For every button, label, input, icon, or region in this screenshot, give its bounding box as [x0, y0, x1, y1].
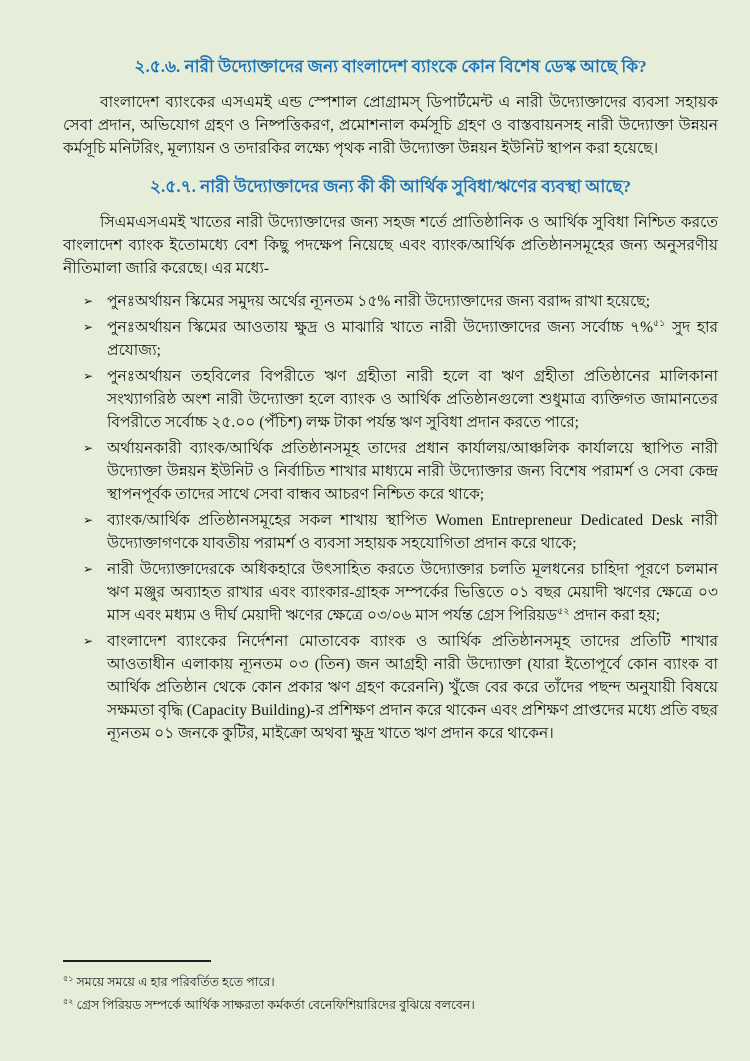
bullet-text	[107, 509, 718, 555]
arrow-bullet-icon: ➢	[83, 634, 94, 648]
arrow-bullet-icon: ➢	[83, 562, 94, 576]
bullet-text	[107, 630, 718, 745]
footnote-ref-51: ৫১	[652, 317, 666, 329]
bullet-item	[63, 509, 718, 555]
arrow-bullet-icon: ➢	[83, 513, 94, 527]
bullet-text-main: ব্যাংক/আর্থিক প্রতিষ্ঠানসমূহের সকল শাখায় স্থাপিত Women Entrepreneur Dedicated Desk নারী উদ্যোক্তাগণকে যাবতীয় পরামর্শ ও ব্যবসা সহায়ক সহযোগিতা প্রদান করে থাকে;	[107, 512, 718, 552]
footnote-separator-rule	[63, 960, 211, 962]
bullet-text-main: পুনঃঅর্থায়ন তহবিলের বিপরীতে ঋণ গ্রহীতা নারী হলে বা ঋণ গ্রহীতা প্রতিষ্ঠানের মালিকানা সংখ্যাগরিষ্ঠ অংশ নারী উদ্যোক্তা হলে ব্যাংক ও আর্থিক প্রতিষ্ঠানগুলো শুধুমাত্র ব্যক্তিগত জামানতের বিপরীতে সর্বোচ্চ ২৫.০০ (পঁচিশ) লক্ষ টাকা পর্যন্ত ঋণ সুবিধা প্রদান করতে পারে;	[107, 368, 718, 431]
arrow-bullet-icon: ➢	[83, 294, 94, 308]
benefits-bullet-list	[63, 290, 718, 745]
bullet-item	[63, 558, 718, 627]
footnotes-block	[63, 960, 710, 1015]
arrow-bullet-icon: ➢	[83, 369, 94, 383]
bullet-text	[107, 558, 718, 627]
footnote-marker-52: ৫২	[63, 997, 74, 1007]
bullet-text-tail: প্রদান করা হয়;	[569, 607, 661, 624]
bullet-text	[107, 290, 718, 313]
bullet-text	[107, 365, 718, 434]
bullet-text-tail: সুদ হার প্রযোজ্য;	[107, 319, 719, 359]
arrow-bullet-icon: ➢	[83, 441, 94, 455]
section-2-5-6-paragraph: বাংলাদেশ ব্যাংকের এসএমই এন্ড স্পেশাল প্রোগ্রামস্ ডিপার্টমেন্ট এ নারী উদ্যোক্তাদের ব্যবসা সহায়ক সেবা প্রদান, অভিযোগ গ্রহণ ও নিষ্পত্তিকরণ, প্রমোশনাল কর্মসূচি গ্রহণ ও বাস্তবায়নসহ নারী উদ্যোক্তা উন্নয়ন কর্মসূচি মনিটরিং, মূল্যায়ন ও তদারকির লক্ষ্যে পৃথক নারী উদ্যোক্তা উন্নয়ন ইউনিট স্থাপন করা হয়েছে।	[63, 94, 718, 157]
bullet-text	[107, 437, 718, 506]
footnote-text: গ্রেস পিরিয়ড সম্পর্কে আর্থিক সাক্ষরতা কর্মকর্তা বেনেফিশিয়ারিদের বুঝিয়ে বলবেন।	[76, 998, 475, 1013]
bullet-text-main: নারী উদ্যোক্তাদেরকে অধিকহারে উৎসাহিত করতে উদ্যোক্তার চলতি মূলধনের চাহিদা পূরণে চলমান ঋণ মঞ্জুর অব্যাহত রাখার এবং ব্যাংকার-গ্রাহক সম্পর্কের ভিত্তিতে ০১ বছর মেয়াদী ঋণের ক্ষেত্রে ০৩ মাস এবং মধ্যম ও দীর্ঘ মেয়াদী ঋণের ক্ষেত্রে ০৩/০৬ মাস পর্যন্ত গ্রেস পিরিয়ড	[107, 561, 718, 624]
footnote-item-52	[63, 992, 710, 1015]
section-2-5-7-paragraph: সিএমএসএমই খাতের নারী উদ্যোক্তাদের জন্য সহজ শর্তে প্রাতিষ্ঠানিক ও আর্থিক সুবিধা নিশ্চিত করতে বাংলাদেশ ব্যাংক ইতোমধ্যে বেশ কিছু পদক্ষেপ নিয়েছে এবং ব্যাংক/আর্থিক প্রতিষ্ঠানসমূহের জন্য অনুসরণীয় নীতিমালা জারি করেছে। এর মধ্যে-	[63, 214, 718, 277]
footnote-item-51	[63, 969, 710, 992]
bullet-text-main: বাংলাদেশ ব্যাংকের নির্দেশনা মোতাবেক ব্যাংক ও আর্থিক প্রতিষ্ঠানসমূহ তাদের প্রতিটি শাখার আওতাধীন এলাকায় ন্যূনতম ০৩ (তিন) জন আগ্রহী নারী উদ্যোক্তা (যারা ইতোপূর্বে কোন ব্যাংক বা আর্থিক প্রতিষ্ঠান থেকে কোন প্রকার ঋণ গ্রহণ করেননি) খুঁজে বের করে তাঁদের পছন্দ অনুযায়ী বিষয়ে সক্ষমতা বৃদ্ধি (Capacity Building)-র প্রশিক্ষণ প্রদান করে থাকেন এবং প্রশিক্ষণ প্রাপ্তদের মধ্যে প্রতি বছর ন্যূনতম ০১ জনকে কুটির, মাইক্রো অথবা ক্ষুদ্র খাতে ঋণ প্রদান করে থাকেন।	[107, 633, 718, 742]
bullet-text-main: পুনঃঅর্থায়ন স্কিমের সমুদয় অর্থের ন্যূনতম ১৫% নারী উদ্যোক্তাদের জন্য বরাদ্দ রাখা হয়েছে;	[107, 293, 651, 310]
bullet-text-main: অর্থায়নকারী ব্যাংক/আর্থিক প্রতিষ্ঠানসমূহ তাদের প্রধান কার্যালয়/আঞ্চলিক কার্যালয়ে স্থাপিত নারী উদ্যোক্তা উন্নয়ন ইউনিট ও নির্বাচিত শাখার মাধ্যমে নারী উদ্যোক্তার জন্য বিশেষ পরামর্শ ও সেবা কেন্দ্র স্থাপনপূর্বক তাদের সাথে সেবা বান্ধব আচরণ নিশ্চিত করে থাকে;	[107, 440, 718, 503]
footnote-ref-52: ৫২	[557, 605, 570, 617]
bullet-item	[63, 365, 718, 434]
bullet-text-main: পুনঃঅর্থায়ন স্কিমের আওতায় ক্ষুদ্র ও মাঝারি খাতে নারী উদ্যোক্তাদের জন্য সর্বোচ্চ ৭%	[107, 319, 653, 336]
bullet-item	[63, 437, 718, 506]
bullet-item	[63, 290, 718, 313]
bullet-item	[63, 630, 718, 745]
arrow-bullet-icon: ➢	[83, 320, 94, 334]
footnote-marker-51: ৫১	[63, 974, 74, 983]
section-heading-2-5-6: ২.৫.৬. নারী উদ্যোক্তাদের জন্য বাংলাদেশ ব্যাংকে কোন বিশেষ ডেস্ক আছে কি?	[134, 57, 647, 76]
bullet-item	[63, 316, 718, 362]
bullet-text	[107, 316, 718, 362]
footnote-text: সময়ে সময়ে এ হার পরিবর্তিত হতে পারে।	[76, 975, 275, 990]
section-heading-2-5-7: ২.৫.৭. নারী উদ্যোক্তাদের জন্য কী কী আর্থিক সুবিধা/ঋণের ব্যবস্থা আছে?	[150, 177, 631, 196]
